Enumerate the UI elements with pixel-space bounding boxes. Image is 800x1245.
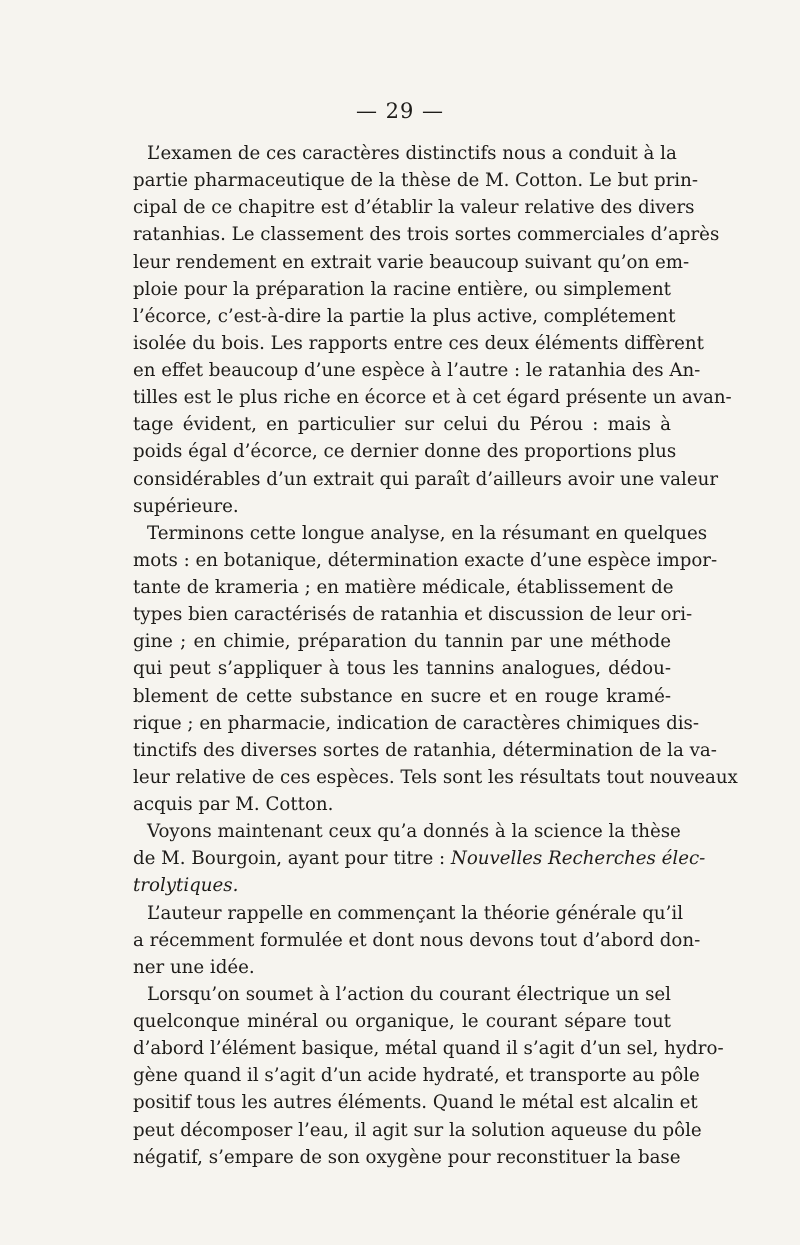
text-line: positif tous les autres éléments. Quand le métal est alcalin et <box>133 1092 698 1114</box>
text-line: ratanhias. Le classement des trois sortes commerciales d’après <box>133 224 720 246</box>
text-line: acquis par M. Cotton. <box>133 794 334 815</box>
text-line: Lorsqu’on soumet à l’action du courant électrique un sel <box>147 983 671 1005</box>
page-number: — 29 — <box>355 99 445 123</box>
text-line: leur rendement en extrait varie beaucoup suivant qu’on em- <box>133 251 690 273</box>
text-line: quelconque minéral ou organique, le courant sépare tout <box>133 1011 671 1032</box>
text-line: cipal de ce chapitre est d’établir la valeur relative des divers <box>133 197 695 219</box>
text-line <box>133 872 671 899</box>
text-line: types bien caractérisés de ratanhia et discussion de leur ori- <box>133 604 693 626</box>
text-line: gène quand il s’agit d’un acide hydraté, et transporte au pôle <box>133 1065 700 1087</box>
text-line: ploie pour la préparation la racine entière, ou simplement <box>133 278 671 300</box>
text-line: en effet beaucoup d’une espèce à l’autre : le ratanhia des An- <box>133 360 701 381</box>
text-line: tilles est le plus riche en écorce et à cet égard présente un avan- <box>133 387 732 409</box>
text-line: supérieure. <box>133 495 239 517</box>
text-line: peut décomposer l’eau, il agit sur la solution aqueuse du pôle <box>133 1119 702 1141</box>
text-line: Terminons cette longue analyse, en la résumant en quelques <box>147 522 708 544</box>
body-text <box>133 140 738 1171</box>
text-line: rique ; en pharmacie, indication de caractères chimiques dis- <box>133 712 700 734</box>
text-line: ner une idée. <box>133 956 255 978</box>
text-line: blement de cette substance en sucre et en rouge kramé- <box>133 685 671 707</box>
text-line: tage évident, en particulier sur celui du Pérou : mais à <box>133 414 671 436</box>
text-line: L’auteur rappelle en commençant la théorie générale qu’il <box>147 902 684 924</box>
text-line: Voyons maintenant ceux qu’a donnés à la science la thèse <box>147 821 681 843</box>
text-line: mots : en botanique, détermination exacte d’une espèce impor- <box>133 549 718 571</box>
text-line: l’écorce, c’est-à-dire la partie la plus active, complétement <box>133 305 676 327</box>
text-line: tante de krameria ; en matière médicale, établissement de <box>133 577 674 598</box>
text-line: isolée du bois. Les rapports entre ces deux éléments diffèrent <box>133 332 704 354</box>
text-line: de M. Bourgoin, ayant pour titre : Nouvelles Recherches élec- <box>133 848 706 870</box>
text-line: considérables d’un extrait qui paraît d’ailleurs avoir une valeur <box>133 468 719 490</box>
text-line: qui peut s’appliquer à tous les tannins analogues, dédou- <box>133 658 671 680</box>
text-line: négatif, s’empare de son oxygène pour reconstituer la base <box>133 1146 681 1168</box>
text-line: d’abord l’élément basique, métal quand il s’agit d’un sel, hydro- <box>133 1038 724 1060</box>
thesis-title-italic: Nouvelles Recherches élec- <box>450 848 706 870</box>
text-line: partie pharmaceutique de la thèse de M. Cotton. Le but prin- <box>133 170 698 192</box>
text-line: L’examen de ces caractères distinctifs nous a conduit à la <box>147 143 677 164</box>
text-line: a récemment formulée et dont nous devons tout d’abord don- <box>133 929 701 951</box>
text-line: gine ; en chimie, préparation du tannin par une méthode <box>133 631 671 653</box>
text-line: poids égal d’écorce, ce dernier donne des proportions plus <box>133 441 677 463</box>
text-line: tinctifs des diverses sortes de ratanhia, détermination de la va- <box>133 739 717 761</box>
text-line: leur relative de ces espèces. Tels sont les résultats tout nouveaux <box>133 766 738 788</box>
thesis-title-italic: trolytiques. <box>133 875 239 897</box>
